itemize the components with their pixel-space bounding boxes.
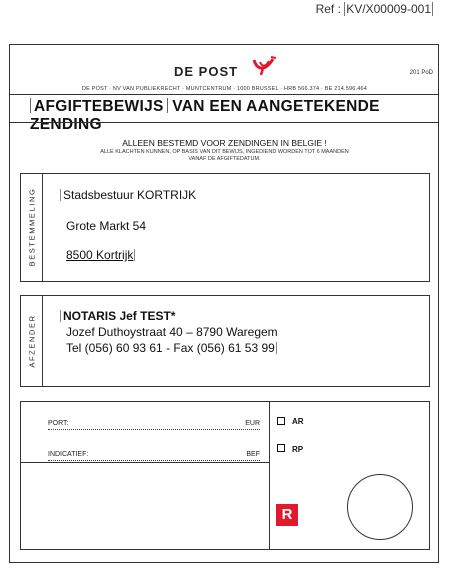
rp-label: RP [292,445,304,454]
reference-prefix: Ref : [315,2,345,16]
complaints-notice [0,149,449,163]
ar-label: AR [292,417,304,426]
reference-value: KV/X00009-001 [346,2,431,16]
fees-horizontal-divider [21,462,269,463]
text-cursor-left [30,98,33,113]
belgium-only-notice: ALLEEN BESTEMD VOOR ZENDINGEN IN BELGIE ! [122,138,327,148]
indicatief-line[interactable] [48,451,260,461]
complaints-notice-line1: ALLE KLACHTEN KUNNEN, OP BASIS VAN DIT BEWIJS, INGEDIEND WORDEN TOT 6 MAANDEN [100,149,349,155]
recipient-label-column [21,174,43,281]
indicatief-unit: BEF [246,451,260,458]
sender-phone[interactable]: Tel (056) 60 93 61 - Fax (056) 61 53 99 [66,341,275,355]
sender-label-column [21,296,43,386]
port-line[interactable] [48,420,260,430]
registered-badge: R [276,504,298,526]
recipient-city[interactable]: 8500 Kortrijk [66,248,134,262]
port-unit: EUR [245,420,260,427]
title-rest: VAN EEN AANGETEKENDE ZENDING [30,98,380,133]
title-divider [9,122,439,123]
sender-label: AFZENDER [27,314,37,368]
complaints-notice-line2: VANAF DE AFGIFTEDATUM. [188,156,261,162]
rp-checkbox[interactable] [277,444,285,452]
recipient-street[interactable]: Grote Markt 54 [66,219,147,233]
fees-vertical-divider [269,402,270,549]
header-divider [9,94,439,95]
form-code: 201 PoD [409,70,433,76]
sender-panel [20,295,430,387]
postmark-circle [347,474,413,540]
title-first-word: AFGIFTEBEWIJS [34,98,164,115]
form-title [30,98,449,134]
indicatief-label: INDICATIEF: [48,451,89,458]
sender-name[interactable]: NOTARIS Jef TEST* [60,309,175,323]
post-horn-icon [251,56,277,76]
recipient-label: BESTEMMELING [27,187,37,267]
port-label: PORT: [48,420,69,427]
ar-checkbox[interactable] [277,417,285,425]
reference [316,2,433,16]
sender-address[interactable]: Jozef Duthoystraat 40 – 8790 Waregem [66,325,278,339]
recipient-name[interactable]: Stadsbestuur KORTRIJK [60,188,196,202]
company-line: DE POST · NV VAN PUBLIEKRECHT · MUNTCENTRUM · 1000 BRUSSEL · HRB 566.374 · BE 214.596.464 [81,86,368,92]
brand-name: DE POST [174,64,239,79]
recipient-panel [20,173,430,282]
